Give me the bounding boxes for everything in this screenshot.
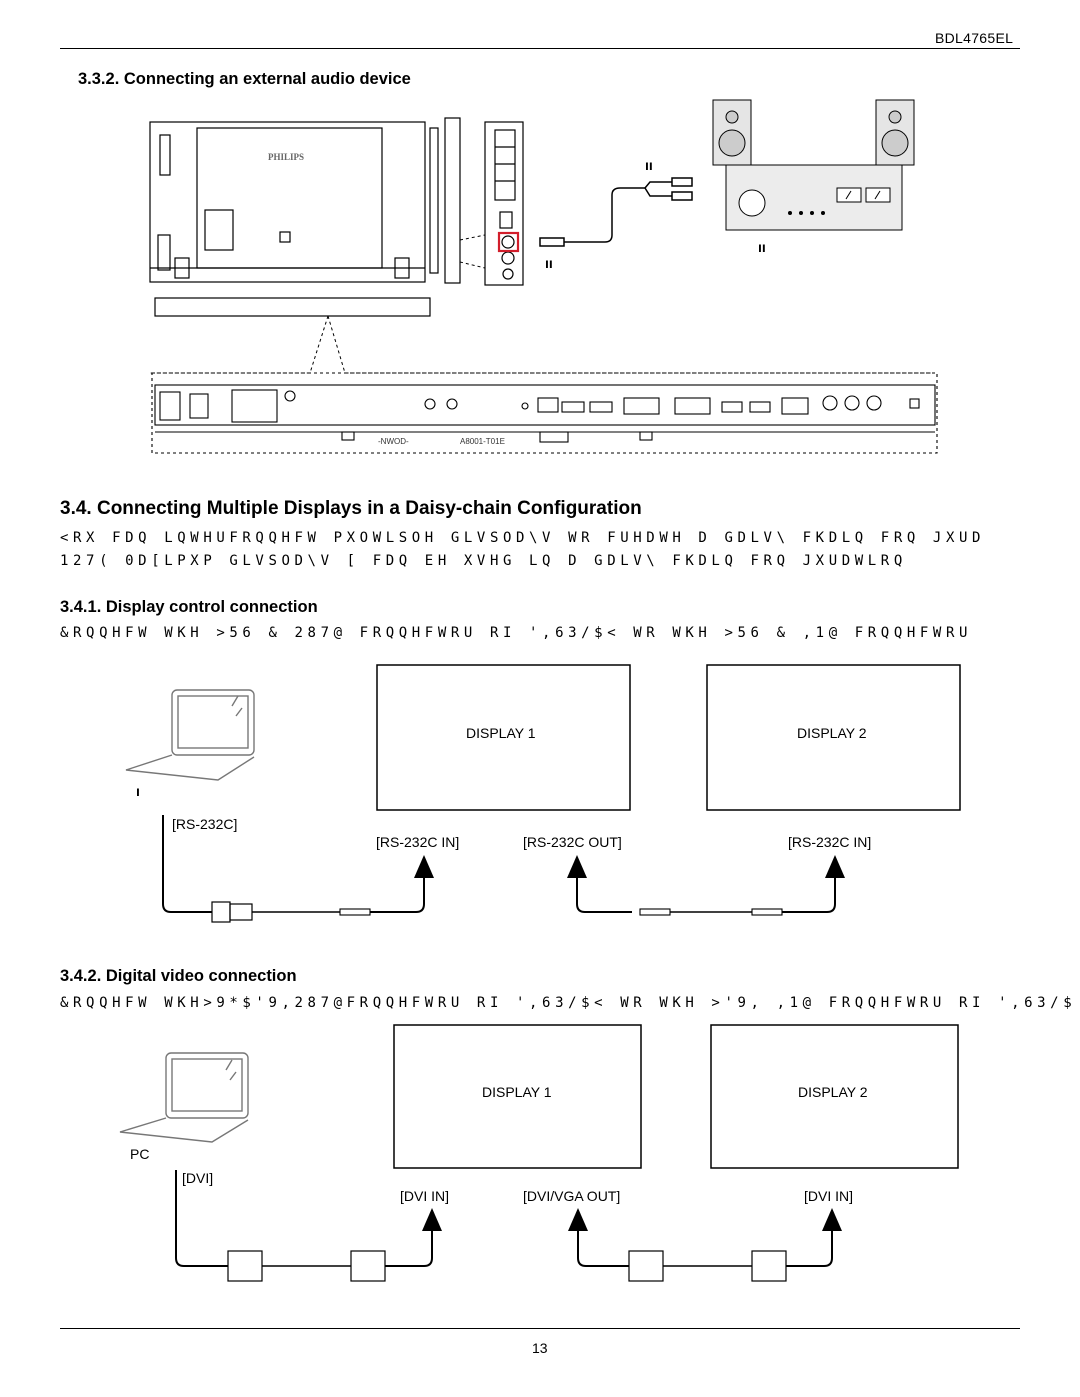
section-342-title: 3.4.2. Digital video connection bbox=[60, 967, 297, 985]
display-1-out-label: [RS-232C OUT] bbox=[523, 834, 622, 850]
display-2-label: DISPLAY 2 bbox=[797, 725, 867, 741]
display-1-in-label: [RS-232C IN] bbox=[376, 834, 460, 850]
pc-label: ı bbox=[136, 783, 140, 799]
section-332-title: 3.3.2. Connecting an external audio device bbox=[78, 70, 411, 88]
display-1-label: DISPLAY 1 bbox=[466, 725, 536, 741]
audio-out-label: ıı bbox=[545, 255, 553, 271]
section-341-para: &RQQHFW WKH >56 & 287@ FRQQHFWRU RI ',63/$< WR WKH >56 & ,1@ FRQQHFWRU bbox=[60, 625, 973, 641]
page-number: 13 bbox=[532, 1340, 548, 1356]
section-341-title: 3.4.1. Display control connection bbox=[60, 598, 318, 616]
footer-rule bbox=[60, 1328, 1020, 1329]
model-number: BDL4765EL bbox=[935, 30, 1014, 46]
display-2-in-label: [DVI IN] bbox=[804, 1188, 854, 1204]
pc-port-label: [RS-232C] bbox=[172, 816, 238, 832]
display-1-in-label: [DVI IN] bbox=[400, 1188, 450, 1204]
display-2-label: DISPLAY 2 bbox=[798, 1084, 868, 1100]
panel-marking: A8001-T01E bbox=[460, 437, 505, 446]
arrow-up-icon bbox=[422, 1208, 442, 1231]
pc-port-label: [DVI] bbox=[182, 1170, 214, 1186]
amplifier-label: ıı bbox=[758, 239, 766, 255]
section-342-para: &RQQHFW WKH>9*$'9,287@FRQQHFWRU RI ',63/$< WR WKH >'9, ,1@ FRQQHFWRU RI ',63/$ bbox=[60, 995, 1077, 1011]
dvi-cable-chain bbox=[578, 1228, 832, 1281]
display-1-out-label: [DVI/VGA OUT] bbox=[523, 1188, 621, 1204]
laptop-icon bbox=[120, 1053, 248, 1142]
speaker-label: ıı bbox=[645, 157, 653, 173]
section-34-para-line1: <RX FDQ LQWHUFRQQHFW PXOWLSOH GLVSOD\V WR FUHDWH D GDLV\ FKDLQ FRQ JXUD bbox=[60, 530, 986, 546]
display-2-in-label: [RS-232C IN] bbox=[788, 834, 872, 850]
panel-marking: -NWOD- bbox=[378, 437, 409, 446]
arrow-up-icon bbox=[822, 1208, 842, 1231]
brand-logo: PHILIPS bbox=[268, 152, 305, 162]
pc-label: PC bbox=[130, 1146, 150, 1162]
section-34-title: 3.4. Connecting Multiple Displays in a Daisy-chain Configuration bbox=[60, 498, 642, 519]
arrow-up-icon bbox=[568, 1208, 588, 1231]
section-34-para-line2: 127( 0D[LPXP GLVSOD\V [ FDQ EH XVHG LQ D GDLV\ FKDLQ FRQ JXUDWLRQ bbox=[60, 553, 907, 569]
display-1-label: DISPLAY 1 bbox=[482, 1084, 552, 1100]
dvi-cable-pc bbox=[176, 1170, 432, 1281]
